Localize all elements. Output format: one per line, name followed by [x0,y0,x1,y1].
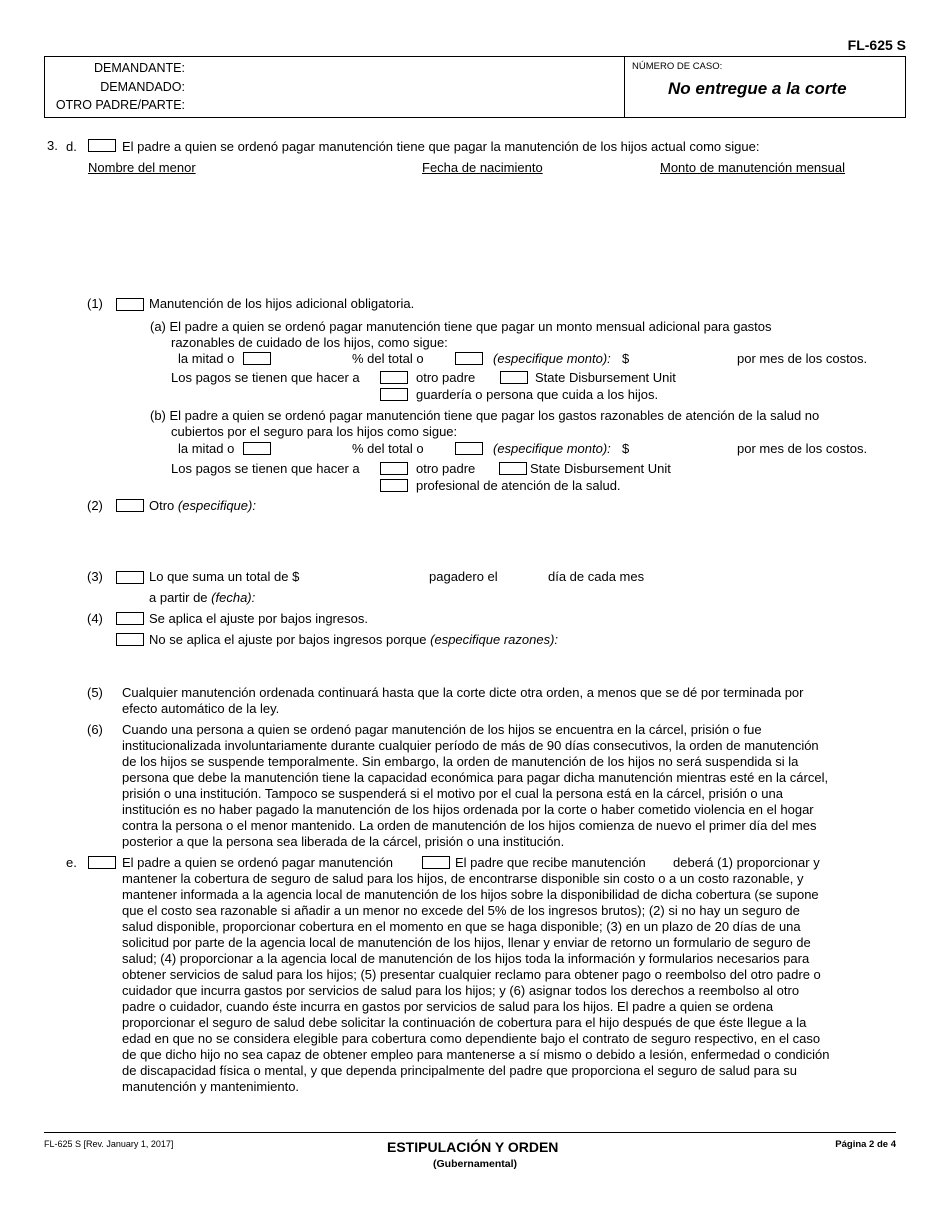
item-6-line: institución es no haber pagado la manutención de los hijos ordenada por la corte o haber cometido violencia en el hogar [122,802,814,817]
item-3-text: Lo que suma un total de $ [149,569,300,584]
item-2-label: Otro [149,498,175,513]
item-1a-payments-label: Los pagos se tienen que hacer a [171,370,360,385]
item-e-line: de que dicho hijo no sea capaz de obtener empleo para mantenerse a sí mismo o debido a lesión, enfermedad o condición [122,1047,830,1062]
checkbox-total[interactable] [116,571,144,584]
item-5-text [122,685,902,717]
item-1b-other-parent: otro padre [416,461,476,476]
item-6-number: (6) [87,722,103,737]
item-1b-percent-label: % del total o [352,441,424,456]
item-6-line: Cuando una persona a quien se ordenó pagar manutención de los hijos se encuentra en la cárcel, prisión o fue [122,722,762,737]
item-4-not-applies-label: No se aplica el ajuste por bajos ingresos porque [149,632,427,647]
column-child-name: Nombre del menor [88,160,196,175]
checkbox-low-income-applies[interactable] [116,612,144,625]
respondent-label: DEMANDADO: [100,80,185,94]
item-3-payable: pagadero el [429,569,498,584]
item-e-line: padre o cuidador, cuando éste incurra en gastos por servicios de salud para los hijos. El padre a quien se ordena [122,999,774,1014]
column-monthly-amount: Monto de manutención mensual [660,160,846,175]
item-1a-line-1: (a) El padre a quien se ordenó pagar manutención tiene que pagar un monto mensual adicional para gastos [150,319,772,334]
item-1b-line-2: cubiertos por el seguro para los hijos como sigue: [171,424,458,439]
item-1a-other-parent: otro padre [416,370,476,385]
column-birth-date: Fecha de nacimiento [422,160,543,175]
item-5-line-2: efecto automático de la ley. [122,701,280,716]
item-e-text [122,871,902,1095]
item-1b-line-1: (b) El padre a quien se ordenó pagar manutención tiene que pagar los gastos razonables de atención de la salud no [150,408,820,423]
form-id: FL-625 S [847,37,906,53]
item-4-reasons: (especifique razones): [430,632,559,647]
item-e-first-line-rest: deberá (1) proporcionar y [673,855,820,870]
item-1b-dollar: $ [622,441,630,456]
caption-divider [624,57,625,117]
item-e-line: edad en que no se considera elegible para cobertura como dependiente bajo el contrato de seguro respectivo, en el caso [122,1031,821,1046]
item-letter-d: d. [66,139,77,154]
footer-subtitle: (Gubernamental) [433,1158,518,1170]
item-5-line-1: Cualquier manutención ordenada continuará hasta que la corte dicte otra orden, a menos que se dé por terminada por [122,685,804,700]
item-1b-half-label: la mitad o [178,441,235,456]
item-1b-payments-label: Los pagos se tienen que hacer a [171,461,360,476]
item-e-line: que el costo sea razonable si añadir a un menor no excede del 5% de los ingresos brutos); (2) si no hay un seguro de [122,903,800,918]
checkbox-1a-sdu[interactable] [500,371,528,384]
item-1a-sdu: State Disbursement Unit [535,370,676,385]
item-e-option-1: El padre a quien se ordenó pagar manutención [122,855,394,870]
item-e-line: solicitud por parte de la agencia local de manutención de los hijos, llenar y enviar de retorno un formulario de seguro de [122,935,811,950]
item-e-line: mantener informada a la agencia local de manutención de los hijos sobre la disponibilidad de dicha cobertura (se supone [122,887,819,902]
footer-title: ESTIPULACIÓN Y ORDEN [387,1139,559,1155]
no-file-notice: No entregue a la corte [668,79,847,98]
checkbox-1b-provider[interactable] [380,479,408,492]
footer-page-number: Página 2 de 4 [835,1139,896,1150]
item-6-line: persona que debe la manutención tiene la capacidad económica para pagar dicha manutención mientras esté en la cárcel, [122,770,829,785]
item-e-line: cuidador que incurra gastos por servicios de salud para los hijos; y (6) asignar todos los derechos a reembolso al otro [122,983,800,998]
petitioner-label: DEMANDANTE: [94,61,185,75]
item-1b-per-month: por mes de los costos. [737,441,868,456]
item-3-date-label: (fecha): [211,590,256,605]
item-e-line: salud disponible, proporcionar cobertura en el momento en que se haga disponible; (3) en un plazo de 20 días de una [122,919,801,934]
item-1b-sdu: State Disbursement Unit [530,461,671,476]
item-1a-dollar: $ [622,351,630,366]
item-e-line: manutención y mantenimiento. [122,1079,300,1094]
item-e-option-2: El padre que recibe manutención [455,855,646,870]
footer-rule [44,1132,896,1133]
checkbox-3d[interactable] [88,139,116,152]
checkbox-1a-childcare[interactable] [380,388,408,401]
item-1-number: (1) [87,296,103,311]
item-1-title: Manutención de los hijos adicional obligatoria. [149,296,415,311]
checkbox-1b-specify[interactable] [455,442,483,455]
item-6-line: posterior a que la persona sea liberada de la cárcel, prisión o una institución. [122,834,565,849]
item-1a-specify-label: (especifique monto): [493,351,611,366]
checkbox-low-income-not-applies[interactable] [116,633,144,646]
item-1b-specify-label: (especifique monto): [493,441,611,456]
item-3-day: día de cada mes [548,569,645,584]
checkbox-e-receiving-parent[interactable] [422,856,450,869]
checkbox-1a-other-parent[interactable] [380,371,408,384]
checkbox-additional-support[interactable] [116,298,144,311]
item-e-line: obtener servicios de salud para los hijos; (5) presentar cualquier reclamo para obtener pago o reembolso del otro padre o [122,967,821,982]
checkbox-1a-specify[interactable] [455,352,483,365]
item-e-line: proporcionar el seguro de salud debe solicitar la continuación de cobertura para el hijo después de que éste llegue a la [122,1015,807,1030]
footer-revision: FL-625 S [Rev. January 1, 2017] [44,1139,174,1149]
item-number-3: 3. [47,138,58,153]
item-2-specify: (especifique): [177,498,256,513]
item-4-applies: Se aplica el ajuste por bajos ingresos. [149,611,368,626]
other-parent-label: OTRO PADRE/PARTE: [55,98,185,112]
item-1a-per-month: por mes de los costos. [737,351,868,366]
item-3-from [149,590,255,605]
item-6-text [122,722,902,850]
item-e-line: mantener la cobertura de seguro de salud para los hijos, de encontrarse disponible sin costo o a un costo razonable, y [122,871,804,886]
item-5-number: (5) [87,685,103,700]
item-1a-childcare: guardería o persona que cuida a los hijos. [416,387,659,402]
item-letter-e: e. [66,855,77,870]
item-2-number: (2) [87,498,103,513]
checkbox-1b-half[interactable] [243,442,271,455]
item-3-number: (3) [87,569,103,584]
checkbox-e-paying-parent[interactable] [88,856,116,869]
case-number-label: NÚMERO DE CASO: [632,61,723,72]
checkbox-1b-other-parent[interactable] [380,462,408,475]
checkbox-1a-half[interactable] [243,352,271,365]
item-6-line: prisión o una institución. Tampoco se suspenderá si el motivo por el cual la persona está en la cárcel, prisión o una [122,786,783,801]
item-6-line: de los hijos se suspende temporalmente. Sin embargo, la orden de manutención de los hijos no será suspendida si la [122,754,799,769]
item-6-line: contra la persona o el menor mantenido. La orden de manutención de los hijos comienza de nuevo el primer día del mes [122,818,817,833]
section-3d-text: El padre a quien se ordenó pagar manutención tiene que pagar la manutención de los hijos actual como sigue: [122,139,760,154]
checkbox-1b-sdu[interactable] [499,462,527,475]
item-1b-provider: profesional de atención de la salud. [416,478,621,493]
item-1a-percent-label: % del total o [352,351,424,366]
checkbox-other[interactable] [116,499,144,512]
item-e-line: de discapacidad física o mental, y que dependa principalmente del padre que proporciona el seguro de salud para su [122,1063,798,1078]
item-6-line: institucionalizada involuntariamente durante cualquier período de más de 90 días consecutivos, la orden de manutención [122,738,819,753]
item-1a-line-2: razonables de cuidado de los hijos, como sigue: [171,335,448,350]
item-4-not-applies [149,632,558,647]
item-1a-half-label: la mitad o [178,351,235,366]
item-e-line: salud; (4) proporcionar a la agencia local de manutención de los hijos toda la información y formularios necesarios para [122,951,810,966]
item-4-number: (4) [87,611,103,626]
item-3-from-label: a partir de [149,590,208,605]
item-2-text [149,498,256,513]
